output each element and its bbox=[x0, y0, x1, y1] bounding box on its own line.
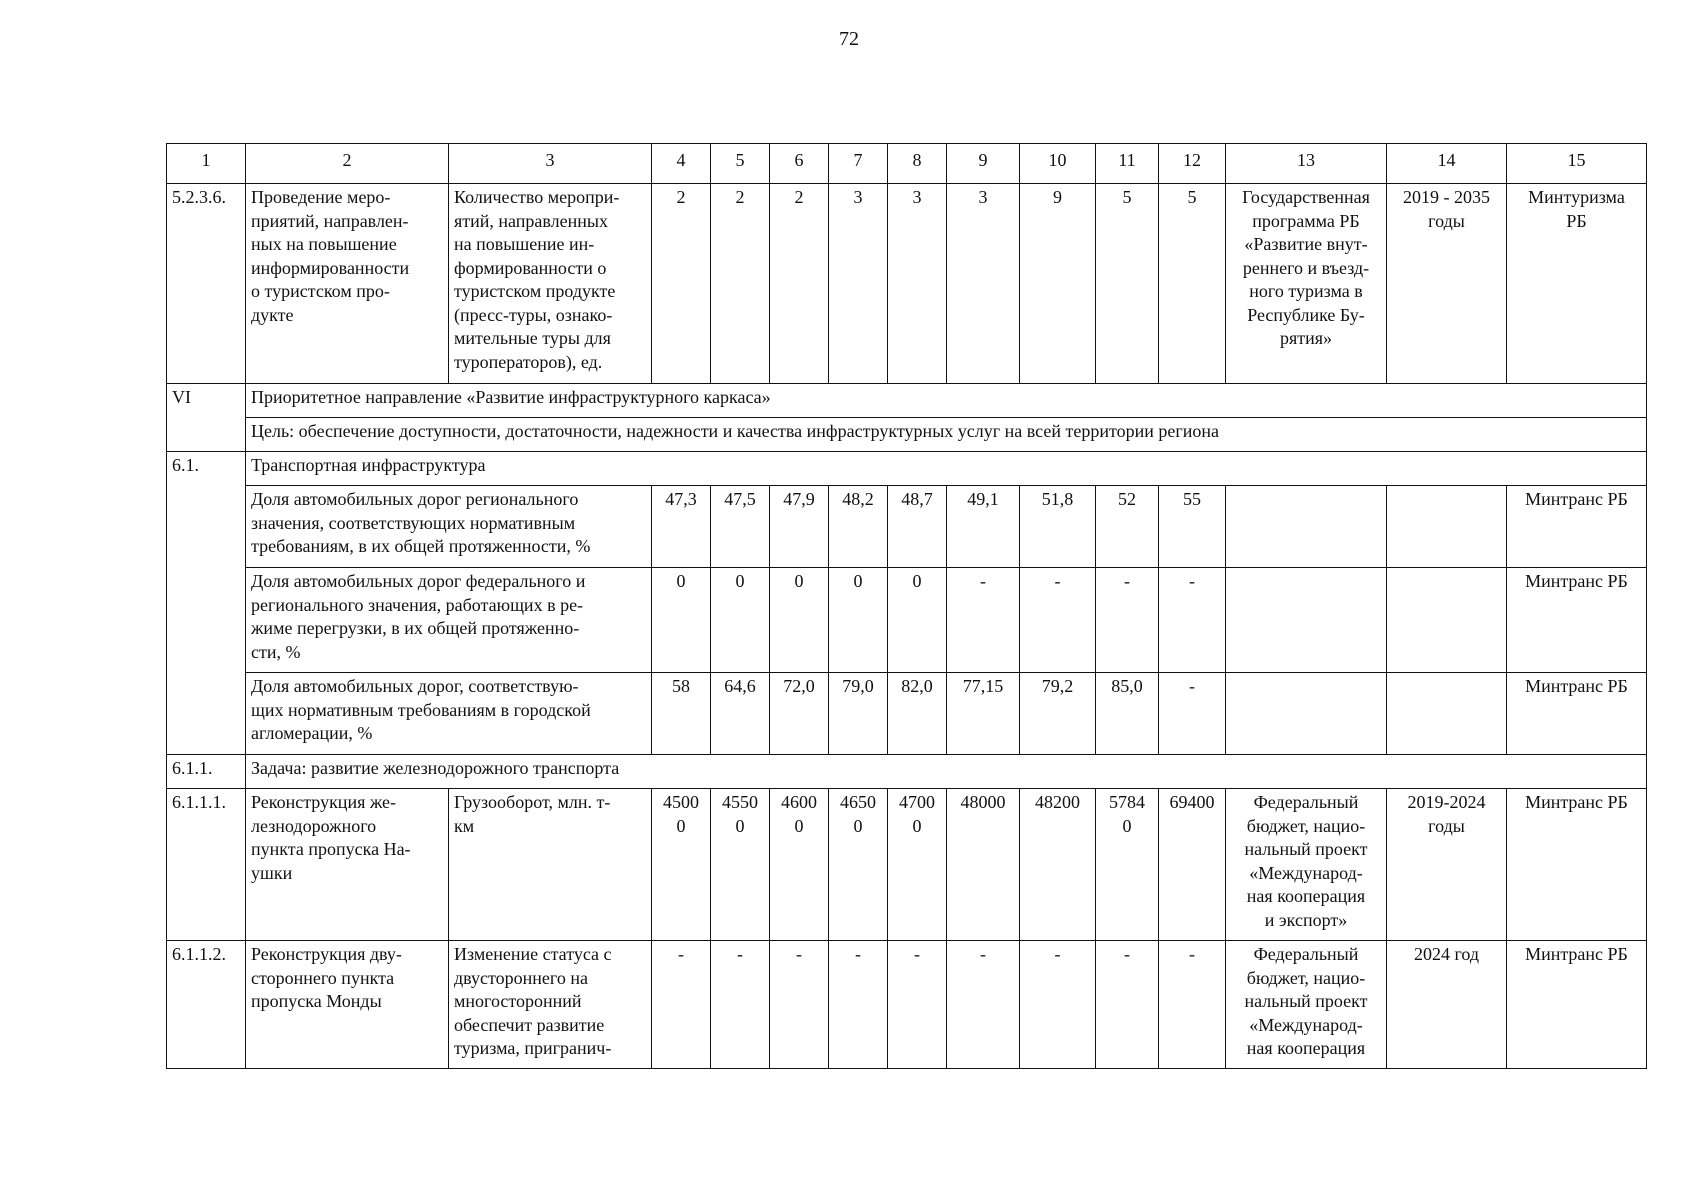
value-cell: 51,8 bbox=[1020, 486, 1096, 568]
value-cell: - bbox=[770, 941, 829, 1069]
column-number: 13 bbox=[1226, 144, 1387, 184]
funding-source-cell: Государственная программа РБ «Развитие внут- реннего и въезд- ного туризма в Республике Бу- рятия» bbox=[1226, 184, 1387, 384]
value-cell: - bbox=[1159, 568, 1226, 673]
value-cell: 85,0 bbox=[1096, 673, 1159, 755]
value-cell: 3 bbox=[947, 184, 1020, 384]
task-code: 6.1.1. bbox=[167, 755, 246, 789]
column-number: 11 bbox=[1096, 144, 1159, 184]
funding-source-cell bbox=[1226, 486, 1387, 568]
row-code: 6.1.1.1. bbox=[167, 789, 246, 941]
program-table bbox=[166, 143, 1647, 1069]
goal-row bbox=[167, 418, 1647, 452]
value-cell: 0 bbox=[770, 568, 829, 673]
value-cell: - bbox=[1096, 941, 1159, 1069]
period-cell: 2024 год bbox=[1387, 941, 1507, 1069]
value-cell: 0 bbox=[888, 568, 947, 673]
value-cell: 82,0 bbox=[888, 673, 947, 755]
column-number: 14 bbox=[1387, 144, 1507, 184]
page-number: 72 bbox=[839, 28, 859, 50]
value-cell: - bbox=[1159, 941, 1226, 1069]
table-header-row bbox=[167, 144, 1647, 184]
responsible-cell: Минтранс РБ bbox=[1507, 941, 1647, 1069]
section-code: 6.1. bbox=[167, 452, 246, 755]
value-cell: 4650 0 bbox=[829, 789, 888, 941]
value-cell: - bbox=[652, 941, 711, 1069]
value-cell: 72,0 bbox=[770, 673, 829, 755]
value-cell: - bbox=[947, 941, 1020, 1069]
value-cell: 47,5 bbox=[711, 486, 770, 568]
responsible-cell: Минтранс РБ bbox=[1507, 673, 1647, 755]
value-cell: 48,7 bbox=[888, 486, 947, 568]
column-number: 2 bbox=[246, 144, 449, 184]
period-cell: 2019-2024 годы bbox=[1387, 789, 1507, 941]
value-cell: 49,1 bbox=[947, 486, 1020, 568]
indicator-text: Доля автомобильных дорог, соответствую- щих нормативным требованиям в городской агломерации, % bbox=[246, 673, 652, 755]
responsible-cell: Минтранс РБ bbox=[1507, 486, 1647, 568]
section-goal: Цель: обеспечение доступности, достаточности, надежности и качества инфраструктурных услуг на всей территории региона bbox=[246, 418, 1647, 452]
value-cell: 2 bbox=[711, 184, 770, 384]
column-number: 1 bbox=[167, 144, 246, 184]
value-cell: 47,3 bbox=[652, 486, 711, 568]
value-cell: - bbox=[1159, 673, 1226, 755]
value-cell: - bbox=[1096, 568, 1159, 673]
task-title: Задача: развитие железнодорожного транспорта bbox=[246, 755, 1647, 789]
value-cell: 48200 bbox=[1020, 789, 1096, 941]
value-cell: 52 bbox=[1096, 486, 1159, 568]
funding-source-cell: Федеральный бюджет, нацио- нальный проект «Международ- ная кооперация bbox=[1226, 941, 1387, 1069]
value-cell: 48000 bbox=[947, 789, 1020, 941]
row-code: 5.2.3.6. bbox=[167, 184, 246, 384]
value-cell: 55 bbox=[1159, 486, 1226, 568]
value-cell: - bbox=[711, 941, 770, 1069]
value-cell: - bbox=[947, 568, 1020, 673]
value-cell: 47,9 bbox=[770, 486, 829, 568]
event-cell: Реконструкция же- лезнодорожного пункта пропуска На- ушки bbox=[246, 789, 449, 941]
column-number: 5 bbox=[711, 144, 770, 184]
value-cell: 5 bbox=[1159, 184, 1226, 384]
period-cell bbox=[1387, 673, 1507, 755]
funding-source-cell bbox=[1226, 568, 1387, 673]
value-cell: 0 bbox=[652, 568, 711, 673]
value-cell: - bbox=[888, 941, 947, 1069]
value-cell: 77,15 bbox=[947, 673, 1020, 755]
column-number: 6 bbox=[770, 144, 829, 184]
value-cell: 2 bbox=[652, 184, 711, 384]
section-title: Транспортная инфраструктура bbox=[246, 452, 1647, 486]
value-cell: 4550 0 bbox=[711, 789, 770, 941]
indicator-row bbox=[167, 568, 1647, 673]
column-number: 9 bbox=[947, 144, 1020, 184]
column-number: 10 bbox=[1020, 144, 1096, 184]
value-cell: 9 bbox=[1020, 184, 1096, 384]
section-code: VI bbox=[167, 384, 246, 452]
value-cell: 3 bbox=[888, 184, 947, 384]
value-cell: 5 bbox=[1096, 184, 1159, 384]
value-cell: 79,2 bbox=[1020, 673, 1096, 755]
period-cell bbox=[1387, 568, 1507, 673]
value-cell: 0 bbox=[829, 568, 888, 673]
value-cell: 0 bbox=[711, 568, 770, 673]
column-number: 4 bbox=[652, 144, 711, 184]
row-code: 6.1.1.2. bbox=[167, 941, 246, 1069]
value-cell: - bbox=[1020, 941, 1096, 1069]
section-title: Приоритетное направление «Развитие инфраструктурного каркаса» bbox=[246, 384, 1647, 418]
value-cell: 69400 bbox=[1159, 789, 1226, 941]
value-cell: 4600 0 bbox=[770, 789, 829, 941]
value-cell: 58 bbox=[652, 673, 711, 755]
value-cell: 4500 0 bbox=[652, 789, 711, 941]
column-number: 15 bbox=[1507, 144, 1647, 184]
section-row bbox=[167, 384, 1647, 418]
table-row bbox=[167, 789, 1647, 941]
funding-source-cell bbox=[1226, 673, 1387, 755]
funding-source-cell: Федеральный бюджет, нацио- нальный проект «Международ- ная кооперация и экспорт» bbox=[1226, 789, 1387, 941]
task-row bbox=[167, 755, 1647, 789]
indicator-row bbox=[167, 486, 1647, 568]
responsible-cell: Минтранс РБ bbox=[1507, 789, 1647, 941]
value-cell: 64,6 bbox=[711, 673, 770, 755]
indicator-cell: Изменение статуса с двустороннего на многосторонний обеспечит развитие туризма, пригранич- bbox=[449, 941, 652, 1069]
value-cell: 48,2 bbox=[829, 486, 888, 568]
responsible-cell: Минтуризма РБ bbox=[1507, 184, 1647, 384]
column-number: 7 bbox=[829, 144, 888, 184]
responsible-cell: Минтранс РБ bbox=[1507, 568, 1647, 673]
value-cell: - bbox=[829, 941, 888, 1069]
indicator-cell: Количество меропри- ятий, направленных на повышение ин- формированности о туристском продукте (пресс-туры, ознако- мительные туры для туроператоров), ед. bbox=[449, 184, 652, 384]
value-cell: 2 bbox=[770, 184, 829, 384]
column-number: 8 bbox=[888, 144, 947, 184]
event-cell: Проведение меро- приятий, направлен- ных на повышение информированности о туристском про- дукте bbox=[246, 184, 449, 384]
value-cell: 5784 0 bbox=[1096, 789, 1159, 941]
indicator-row bbox=[167, 673, 1647, 755]
table-row bbox=[167, 184, 1647, 384]
value-cell: - bbox=[1020, 568, 1096, 673]
section-row bbox=[167, 452, 1647, 486]
indicator-cell: Грузооборот, млн. т- км bbox=[449, 789, 652, 941]
value-cell: 4700 0 bbox=[888, 789, 947, 941]
indicator-text: Доля автомобильных дорог регионального значения, соответствующих нормативным требованиям, в их общей протяженности, % bbox=[246, 486, 652, 568]
column-number: 3 bbox=[449, 144, 652, 184]
value-cell: 3 bbox=[829, 184, 888, 384]
column-number: 12 bbox=[1159, 144, 1226, 184]
table-row bbox=[167, 941, 1647, 1069]
period-cell bbox=[1387, 486, 1507, 568]
value-cell: 79,0 bbox=[829, 673, 888, 755]
period-cell: 2019 - 2035 годы bbox=[1387, 184, 1507, 384]
event-cell: Реконструкция дву- стороннего пункта пропуска Монды bbox=[246, 941, 449, 1069]
indicator-text: Доля автомобильных дорог федерального и регионального значения, работающих в ре- жиме перегрузки, в их общей протяженно- сти, % bbox=[246, 568, 652, 673]
